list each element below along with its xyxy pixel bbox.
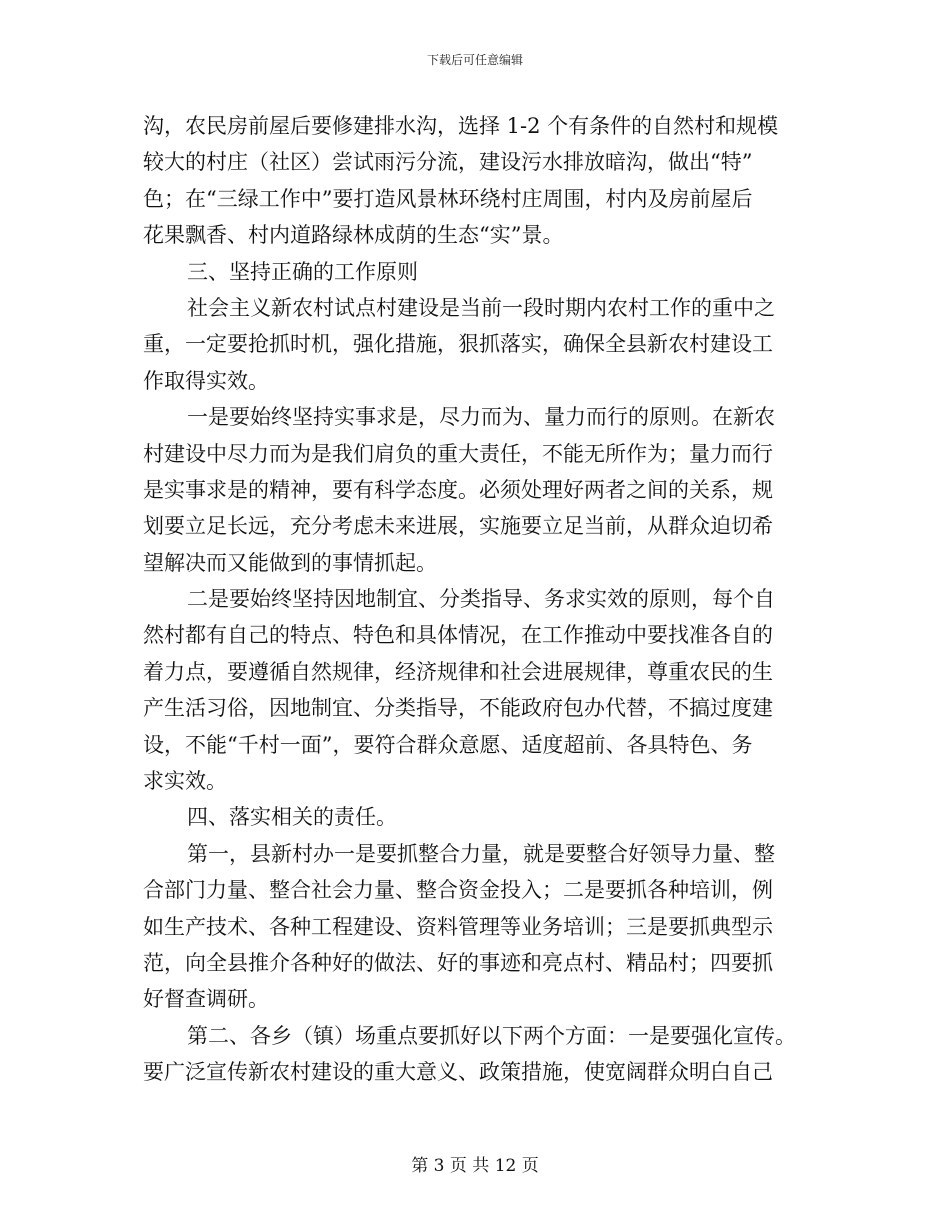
text-line: 好督查调研。 [143, 987, 269, 1012]
text-line: 三、坚持正确的工作原则 [187, 259, 418, 284]
document-body [143, 108, 803, 1091]
text-line: 着力点，要遵循自然规律，经济规律和社会进展规律，尊重农民的生 [143, 659, 773, 684]
text-line: 一是要始终坚持实事求是，尽力而为、量力而行的原则。在新农 [187, 405, 775, 430]
text-line: 合部门力量、整合社会力量、整合资金投入；二是要抓各种培训，例 [143, 878, 773, 903]
text-line: 沟，农民房前屋后要修建排水沟，选择 1-2 个有条件的自然村和规模 [143, 114, 779, 138]
text-line: 花果飘香、村内道路绿林成荫的生态“实”景。 [143, 223, 564, 248]
text-line: 二是要始终坚持因地制宜、分类指导、务求实效的原则，每个自 [187, 587, 775, 612]
text-line: 望解决而又能做到的事情抓起。 [143, 550, 437, 575]
text-line: 求实效。 [143, 769, 227, 794]
text-line: 色；在“三绿工作中”要打造风景林环绕村庄周围，村内及房前屋后 [143, 186, 753, 211]
text-line: 较大的村庄（社区）尝试雨污分流，建设污水排放暗沟，做出“特” [143, 150, 753, 175]
text-line: 村建设中尽力而为是我们肩负的重大责任，不能无所作为；量力而行 [143, 441, 773, 466]
text-line: 四、落实相关的责任。 [187, 805, 397, 830]
text-line: 重，一定要抢抓时机，强化措施，狠抓落实，确保全县新农村建设工 [143, 332, 773, 357]
text-line: 要广泛宣传新农村建设的重大意义、政策措施，使宽阔群众明白自己 [143, 1060, 773, 1085]
text-line: 第二、各乡（镇）场重点要抓好以下两个方面：一是要强化宣传。 [187, 1023, 796, 1048]
page-number-footer: 第 3 页 共 12 页 [411, 1156, 539, 1176]
text-line: 是实事求是的精神，要有科学态度。必须处理好两者之间的关系，规 [143, 477, 773, 502]
text-line: 划要立足长远，充分考虑未来进展，实施要立足当前，从群众迫切希 [143, 514, 773, 539]
page-header-note: 下载后可任意编辑 [426, 53, 523, 67]
text-line: 第一，县新村办一是要抓整合力量，就是要整合好领导力量、整 [187, 841, 775, 866]
text-line: 社会主义新农村试点村建设是当前一段时期内农村工作的重中之 [187, 295, 775, 320]
text-line: 作取得实效。 [143, 368, 269, 393]
text-line: 设，不能“千村一面”，要符合群众意愿、适度超前、各具特色、务 [143, 732, 753, 757]
text-line: 如生产技术、各种工程建设、资料管理等业务培训；三是要抓典型示 [143, 914, 773, 939]
text-line: 范，向全县推介各种好的做法、好的事迹和亮点村、精品村；四要抓 [143, 950, 773, 975]
text-line: 然村都有自己的特点、特色和具体情况，在工作推动中要找准各自的 [143, 623, 773, 648]
text-line: 产生活习俗，因地制宜、分类指导，不能政府包办代替，不搞过度建 [143, 696, 773, 721]
